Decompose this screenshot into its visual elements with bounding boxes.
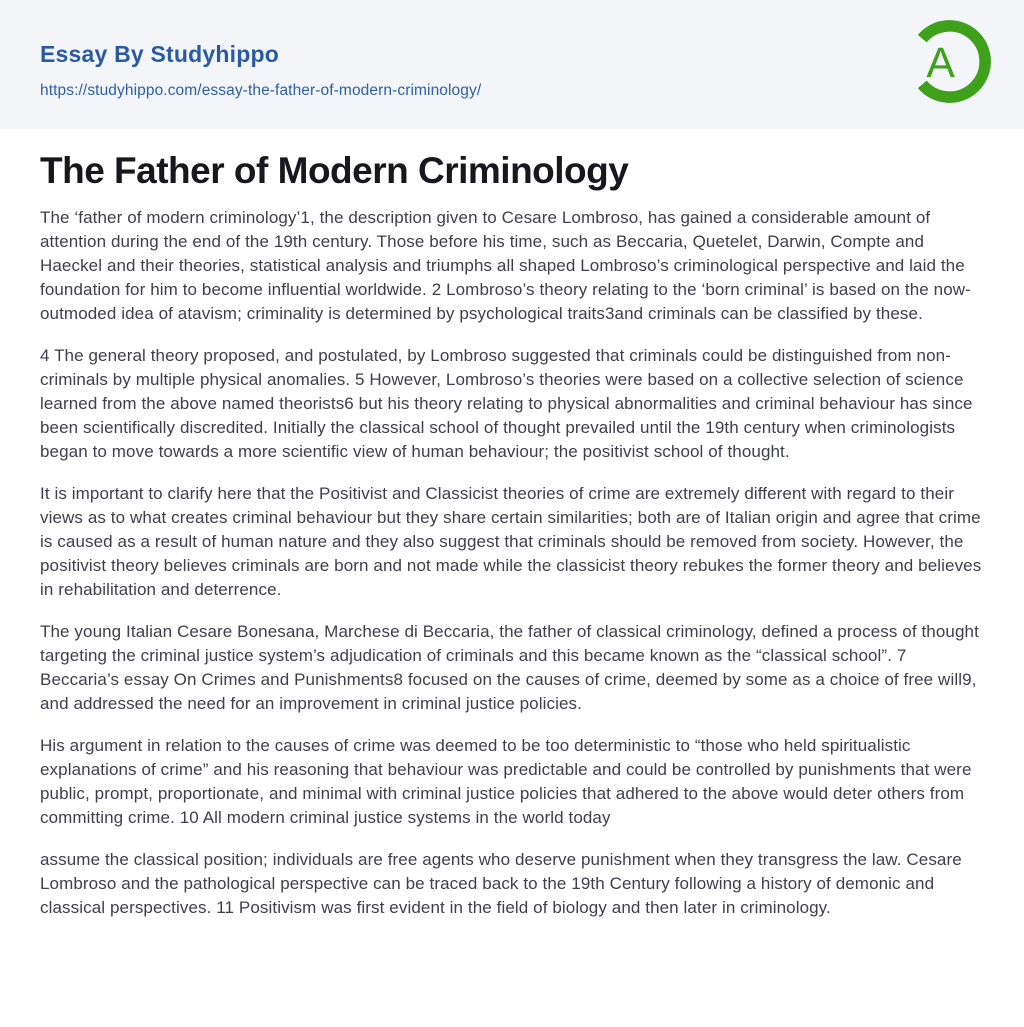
studyhippo-logo-icon — [905, 17, 994, 106]
site-title: Essay By Studyhippo — [40, 41, 279, 67]
page-header — [0, 0, 1024, 129]
essay-paragraph-6: assume the classical position; individuals are free agents who deserve punishment when they transgress the law. Cesare Lombroso and the pathological perspective can be traced back to the 19th Century following a history of demonic and classical perspectives. 11 Positivism was first evident in the field of biology and then later in criminology. — [40, 849, 962, 917]
essay-paragraph-5: His argument in relation to the causes of crime was deemed to be too deterministic to “those who held spiritualistic explanations of crime” and his reasoning that behaviour was predictable and could be controlled by punishments that were public, prompt, proportionate, and minimal with criminal justice policies that adhered to the above would deter others from committing crime. 10 All modern criminal justice systems in the world today — [40, 735, 972, 827]
essay-paragraph-1: The ‘father of modern criminology’1, the description given to Cesare Lombroso, has gained a considerable amount of attention during the end of the 19th century. Those before his time, such as Beccaria, Quetelet, Darwin, Compte and Haeckel and their theories, statistical analysis and triumphs all shaped Lombroso’s criminological perspective and laid the foundation for him to become influential worldwide. 2 Lombroso’s theory relating to the ‘born criminal’ is based on the now-outmoded idea of atavism; criminality is determined by psychological traits3and criminals can be classified by these. — [40, 207, 971, 323]
essay-url-link[interactable]: https://studyhippo.com/essay-the-father-of-modern-criminology/ — [40, 82, 482, 100]
essay-paragraph-3: It is important to clarify here that the Positivist and Classicist theories of crime are extremely different with regard to their views as to what creates criminal behaviour but they share certain similarities; both are of Italian origin and agree that crime is caused as a result of human nature and they also suggest that criminals should be removed from society. However, the positivist theory believes criminals are born and not made while the classicist theory rebukes the former theory and believes in rehabilitation and deterrence. — [40, 483, 982, 599]
page-title: The Father of Modern Criminology — [40, 150, 629, 191]
essay-paragraph-4: The young Italian Cesare Bonesana, Marchese di Beccaria, the father of classical criminology, defined a process of thought targeting the criminal justice system’s adjudication of criminals and this became known as the “classical school”. 7 Beccaria’s essay On Crimes and Punishments8 focused on the causes of crime, deemed by some as a choice of free will9, and addressed the need for an improvement in criminal justice policies. — [40, 621, 979, 713]
logo-letter: A — [926, 39, 955, 88]
essay-paragraph-2: 4 The general theory proposed, and postulated, by Lombroso suggested that criminals could be distinguished from non-criminals by multiple physical anomalies. 5 However, Lombroso’s theories were based on a collective selection of science learned from the above named theorists6 but his theory relating to physical abnormalities and criminal behaviour has since been scientifically discredited. Initially the classical school of thought prevailed until the 19th century when criminologists began to move towards a more scientific view of human behaviour; the positivist school of thought. — [40, 345, 973, 461]
essay-content — [0, 129, 1024, 920]
